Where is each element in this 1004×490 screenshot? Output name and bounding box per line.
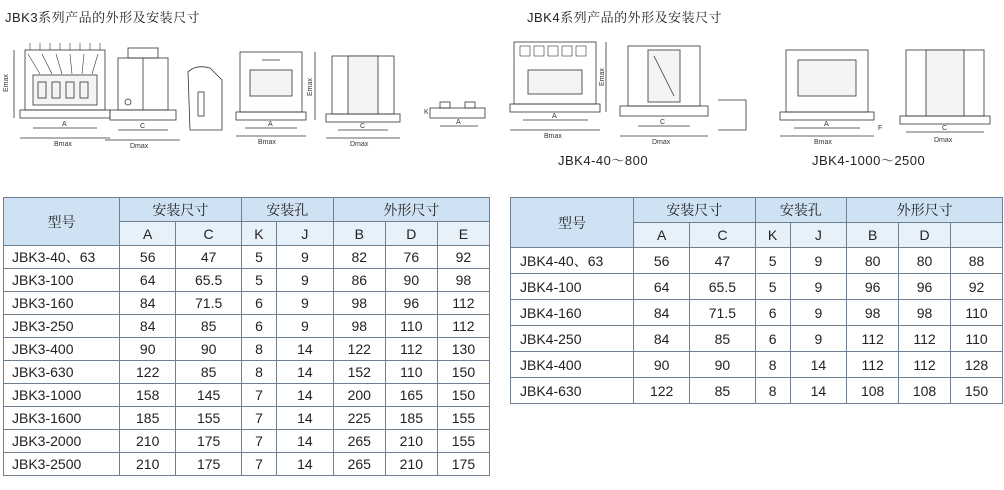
value-cell: 92 — [951, 274, 1003, 300]
value-cell: 9 — [277, 246, 334, 269]
value-cell: 6 — [755, 326, 790, 352]
dmax-label-2: Dmax — [350, 141, 369, 148]
value-cell: 64 — [634, 274, 690, 300]
model-cell: JBK3-1600 — [4, 407, 120, 430]
table-row — [511, 352, 1003, 378]
value-cell: 96 — [847, 274, 899, 300]
value-cell: 108 — [899, 378, 951, 404]
value-cell: 85 — [176, 315, 241, 338]
value-cell: 56 — [120, 246, 176, 269]
value-cell: 152 — [333, 361, 385, 384]
model-cell: JBK4-630 — [511, 378, 634, 404]
value-cell: 96 — [899, 274, 951, 300]
value-cell: 85 — [176, 361, 241, 384]
value-cell: 130 — [437, 338, 489, 361]
value-cell: 84 — [634, 326, 690, 352]
value-cell: 112 — [385, 338, 437, 361]
table-row — [4, 246, 490, 269]
value-cell: 14 — [277, 384, 334, 407]
value-cell: 7 — [241, 430, 276, 453]
c-label-2: C — [360, 123, 366, 130]
model-cell: JBK3-100 — [4, 269, 120, 292]
jbk3-table-body — [4, 246, 490, 476]
value-cell: 56 — [634, 248, 690, 274]
model-header: 型号 — [511, 198, 634, 248]
value-cell: 7 — [241, 407, 276, 430]
value-cell: 210 — [120, 453, 176, 476]
value-cell: 6 — [755, 300, 790, 326]
value-cell: 112 — [847, 352, 899, 378]
value-cell: 14 — [277, 361, 334, 384]
value-cell: 82 — [333, 246, 385, 269]
value-cell: 200 — [333, 384, 385, 407]
model-cell: JBK3-40、63 — [4, 246, 120, 269]
column-header: D — [899, 223, 951, 248]
value-cell: 128 — [951, 352, 1003, 378]
value-cell: 145 — [176, 384, 241, 407]
value-cell: 110 — [385, 361, 437, 384]
value-cell: 150 — [437, 361, 489, 384]
value-cell: 14 — [790, 352, 846, 378]
value-cell: 65.5 — [690, 274, 755, 300]
jbk4-dmax-label: Dmax — [652, 139, 671, 146]
value-cell: 225 — [333, 407, 385, 430]
value-cell: 8 — [755, 378, 790, 404]
table-row — [4, 407, 490, 430]
jbk4-a-label-2: A — [824, 121, 829, 128]
value-cell: 112 — [847, 326, 899, 352]
value-cell: 175 — [176, 430, 241, 453]
jbk4-c-label: C — [660, 119, 666, 126]
value-cell: 112 — [437, 315, 489, 338]
value-cell: 84 — [634, 300, 690, 326]
value-cell: 9 — [790, 326, 846, 352]
model-cell: JBK4-250 — [511, 326, 634, 352]
k-label: K — [424, 109, 429, 116]
value-cell: 110 — [951, 300, 1003, 326]
table-row — [4, 338, 490, 361]
value-cell: 5 — [241, 269, 276, 292]
value-cell: 64 — [120, 269, 176, 292]
value-cell: 165 — [385, 384, 437, 407]
jbk3-section-title: JBK3系列产品的外形及安装尺寸 — [5, 10, 201, 25]
group-header-install-hole: 安装孔 — [241, 198, 333, 222]
value-cell: 90 — [120, 338, 176, 361]
value-cell: 9 — [790, 248, 846, 274]
value-cell: 98 — [847, 300, 899, 326]
jbk4-dmax-label-2: Dmax — [934, 137, 953, 144]
group-header-install-size: 安装尺寸 — [634, 198, 756, 223]
value-cell: 86 — [333, 269, 385, 292]
jbk4-c-label-2: C — [942, 125, 948, 132]
model-cell: JBK3-630 — [4, 361, 120, 384]
value-cell: 65.5 — [176, 269, 241, 292]
value-cell: 71.5 — [690, 300, 755, 326]
value-cell: 112 — [899, 326, 951, 352]
value-cell: 47 — [690, 248, 755, 274]
value-cell: 9 — [277, 292, 334, 315]
model-cell: JBK3-2500 — [4, 453, 120, 476]
table-row — [511, 326, 1003, 352]
column-header: D — [385, 222, 437, 246]
a-label-2: A — [268, 121, 273, 128]
model-cell: JBK3-250 — [4, 315, 120, 338]
value-cell: 8 — [241, 361, 276, 384]
column-header: B — [333, 222, 385, 246]
value-cell: 9 — [277, 269, 334, 292]
group-header-outline-size: 外形尺寸 — [333, 198, 489, 222]
value-cell: 98 — [437, 269, 489, 292]
value-cell: 71.5 — [176, 292, 241, 315]
value-cell: 14 — [277, 338, 334, 361]
value-cell: 112 — [899, 352, 951, 378]
table-row — [4, 292, 490, 315]
value-cell: 80 — [847, 248, 899, 274]
value-cell: 110 — [385, 315, 437, 338]
bmax-label: Bmax — [54, 141, 72, 148]
jbk4-spec-table — [510, 197, 1003, 404]
table-row — [4, 315, 490, 338]
value-cell: 76 — [385, 246, 437, 269]
a-label-3: A — [456, 119, 461, 126]
value-cell: 7 — [241, 453, 276, 476]
model-cell: JBK4-160 — [511, 300, 634, 326]
value-cell: 88 — [951, 248, 1003, 274]
table-row — [4, 430, 490, 453]
value-cell: 9 — [790, 274, 846, 300]
group-header-install-hole: 安装孔 — [755, 198, 847, 223]
value-cell: 84 — [120, 292, 176, 315]
column-header: C — [176, 222, 241, 246]
table-row — [511, 300, 1003, 326]
value-cell: 265 — [333, 453, 385, 476]
value-cell: 8 — [755, 352, 790, 378]
value-cell: 9 — [790, 300, 846, 326]
value-cell: 150 — [951, 378, 1003, 404]
table-row — [511, 274, 1003, 300]
column-header — [951, 223, 1003, 248]
value-cell: 155 — [176, 407, 241, 430]
value-cell: 92 — [437, 246, 489, 269]
value-cell: 14 — [277, 430, 334, 453]
value-cell: 158 — [120, 384, 176, 407]
value-cell: 9 — [277, 315, 334, 338]
value-cell: 84 — [120, 315, 176, 338]
value-cell: 80 — [899, 248, 951, 274]
jbk4-section-title: JBK4系列产品的外形及安装尺寸 — [527, 10, 723, 25]
model-cell: JBK4-100 — [511, 274, 634, 300]
a-label: A — [62, 121, 67, 128]
jbk4-emax-label: Emax — [599, 68, 606, 86]
value-cell: 5 — [755, 274, 790, 300]
jbk4-dimension-drawings — [508, 40, 1004, 150]
value-cell: 90 — [385, 269, 437, 292]
emax-label: Emax — [3, 74, 10, 92]
value-cell: 98 — [899, 300, 951, 326]
value-cell: 150 — [437, 384, 489, 407]
value-cell: 210 — [120, 430, 176, 453]
value-cell: 14 — [277, 453, 334, 476]
column-header: A — [634, 223, 690, 248]
group-header-install-size: 安装尺寸 — [120, 198, 242, 222]
column-header: E — [437, 222, 489, 246]
jbk4-bmax-label: Bmax — [544, 133, 562, 140]
column-header: B — [847, 223, 899, 248]
value-cell: 175 — [437, 453, 489, 476]
value-cell: 210 — [385, 430, 437, 453]
model-cell: JBK4-400 — [511, 352, 634, 378]
value-cell: 85 — [690, 326, 755, 352]
value-cell: 110 — [951, 326, 1003, 352]
column-header: C — [690, 223, 755, 248]
table-row — [4, 269, 490, 292]
table-row — [4, 361, 490, 384]
value-cell: 85 — [690, 378, 755, 404]
model-cell: JBK4-40、63 — [511, 248, 634, 274]
value-cell: 185 — [385, 407, 437, 430]
value-cell: 90 — [176, 338, 241, 361]
jbk4-f-label: F — [878, 125, 883, 132]
dmax-label: Dmax — [130, 143, 149, 150]
value-cell: 265 — [333, 430, 385, 453]
model-cell: JBK3-2000 — [4, 430, 120, 453]
model-cell: JBK3-1000 — [4, 384, 120, 407]
jbk4-table-body — [511, 248, 1003, 404]
jbk4-drawings — [508, 40, 1004, 150]
table-row — [511, 378, 1003, 404]
value-cell: 122 — [120, 361, 176, 384]
jbk3-drawings — [0, 40, 495, 155]
value-cell: 98 — [333, 292, 385, 315]
column-header: J — [277, 222, 334, 246]
value-cell: 122 — [634, 378, 690, 404]
group-header-outline-size: 外形尺寸 — [847, 198, 1003, 223]
table-row — [4, 453, 490, 476]
table-row — [4, 384, 490, 407]
value-cell: 175 — [176, 453, 241, 476]
value-cell: 6 — [241, 315, 276, 338]
jbk4-a-label: A — [552, 113, 557, 120]
column-header: A — [120, 222, 176, 246]
jbk3-spec-table — [3, 197, 490, 476]
jbk4-caption-right: JBK4-1000～2500 — [812, 153, 926, 168]
value-cell: 185 — [120, 407, 176, 430]
value-cell: 108 — [847, 378, 899, 404]
value-cell: 47 — [176, 246, 241, 269]
value-cell: 155 — [437, 407, 489, 430]
bmax-label-2: Bmax — [258, 139, 276, 146]
value-cell: 98 — [333, 315, 385, 338]
model-header: 型号 — [4, 198, 120, 246]
value-cell: 210 — [385, 453, 437, 476]
column-header: K — [755, 223, 790, 248]
column-header: J — [790, 223, 846, 248]
jbk4-caption-left: JBK4-40～800 — [558, 153, 649, 168]
value-cell: 14 — [790, 378, 846, 404]
column-header: K — [241, 222, 276, 246]
jbk3-dimension-drawings — [0, 40, 495, 155]
value-cell: 112 — [437, 292, 489, 315]
value-cell: 96 — [385, 292, 437, 315]
model-cell: JBK3-400 — [4, 338, 120, 361]
table-row — [511, 248, 1003, 274]
value-cell: 155 — [437, 430, 489, 453]
value-cell: 122 — [333, 338, 385, 361]
value-cell: 5 — [755, 248, 790, 274]
value-cell: 5 — [241, 246, 276, 269]
model-cell: JBK3-160 — [4, 292, 120, 315]
value-cell: 90 — [634, 352, 690, 378]
value-cell: 6 — [241, 292, 276, 315]
value-cell: 14 — [277, 407, 334, 430]
value-cell: 90 — [690, 352, 755, 378]
jbk4-bmax-label-2: Bmax — [814, 139, 832, 146]
c-label: C — [140, 123, 146, 130]
value-cell: 7 — [241, 384, 276, 407]
emax-label-2: Emax — [307, 78, 314, 96]
value-cell: 8 — [241, 338, 276, 361]
